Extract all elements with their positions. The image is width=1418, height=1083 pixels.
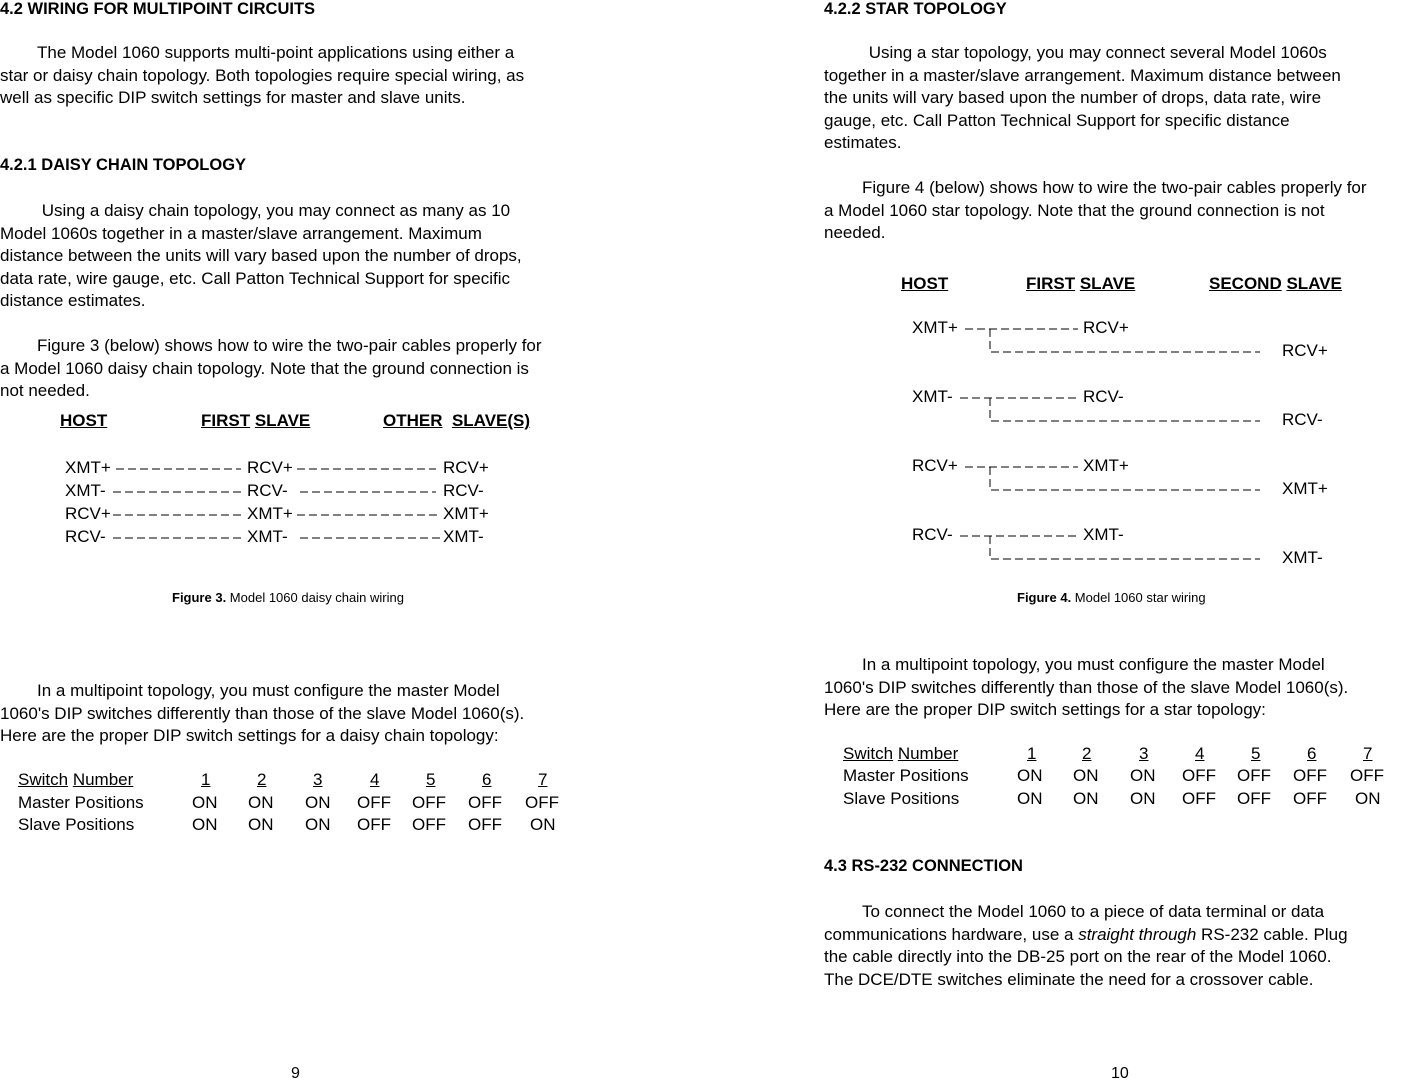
switch-number: 1 (201, 770, 211, 789)
switch-number: 3 (1139, 744, 1149, 763)
header-word: SLAVE (1286, 274, 1342, 293)
col-header-host: HOST (901, 274, 949, 293)
text-line: The Model 1060 supports multi-point applications using either a (37, 43, 515, 62)
caption-text: Model 1060 star wiring (1071, 590, 1206, 605)
text-line: gauge, etc. Call Patton Technical Support for specific distance (824, 110, 1290, 130)
header-word: Number (897, 744, 959, 763)
master-position: OFF (357, 793, 391, 812)
master-position: OFF (412, 793, 446, 812)
switch-number: 6 (482, 770, 492, 789)
text-line: estimates. (824, 133, 902, 152)
text-line: The DCE/DTE switches eliminate the need for a crossover cable. (824, 969, 1314, 989)
text-line: star or daisy chain topology. Both topologies require special wiring, as (0, 65, 525, 85)
text-line (824, 924, 1348, 947)
text-line: the units will vary based upon the number of drops, data rate, wire (824, 88, 1322, 107)
slave-row-label: Slave Positions (843, 789, 960, 808)
text-line: the cable directly into the DB-25 port on the rear of the Model 1060. (824, 947, 1332, 966)
first-slave-signal: RCV+ (1083, 318, 1129, 337)
caption-label: Figure 3. (172, 590, 227, 605)
switch-number: 1 (1027, 744, 1037, 763)
text-line: 1060's DIP switches differently than those of the slave Model 1060(s). (824, 677, 1349, 697)
slave-position: OFF (1293, 789, 1327, 808)
switch-number: 5 (426, 770, 436, 789)
slave-position: ON (1017, 789, 1043, 808)
table-header-label (843, 744, 958, 764)
star-config-paragraph (824, 654, 1348, 722)
text-line: data rate, wire gauge, etc. Call Patton Technical Support for specific (0, 268, 510, 288)
host-signal: XMT+ (65, 458, 111, 477)
master-position: ON (1017, 766, 1043, 785)
text-line: Here are the proper DIP switch settings for a star topology: (824, 700, 1266, 719)
text-line: Using a daisy chain topology, you may connect as many as 10 (37, 201, 511, 220)
slave-position: OFF (357, 815, 391, 834)
emphasis-text: straight through (1078, 924, 1197, 944)
switch-number: 7 (538, 770, 548, 789)
text-run: communications hardware, use a (824, 924, 1079, 944)
caption-text: Model 1060 daisy chain wiring (226, 590, 404, 605)
text-line: Using a star topology, you may connect several Model 1060s (864, 43, 1327, 62)
first-slave-signal: RCV+ (247, 458, 293, 477)
text-line: a Model 1060 daisy chain topology. Note that the ground connection is (0, 358, 529, 378)
text-line: To connect the Model 1060 to a piece of data terminal or data (862, 902, 1325, 921)
text-line: 1060's DIP switches differently than those of the slave Model 1060(s). (0, 703, 525, 723)
wire-branch (990, 536, 1260, 559)
page-number: 10 (1111, 1065, 1129, 1082)
second-slave-signal: XMT- (1282, 548, 1323, 567)
text-line: In a multipoint topology, you must configure the master Model (37, 681, 500, 700)
master-position: ON (305, 793, 331, 812)
slave-position: OFF (1182, 789, 1216, 808)
text-line: Figure 3 (below) shows how to wire the two-pair cables properly for (37, 336, 542, 355)
page-number: 9 (291, 1065, 300, 1082)
section-heading-4-3: 4.3 RS-232 CONNECTION (824, 857, 1023, 875)
master-position: OFF (468, 793, 502, 812)
header-word: FIRST (1026, 274, 1076, 293)
master-position: ON (1130, 766, 1156, 785)
host-signal: XMT+ (912, 318, 958, 337)
text-line: needed. (824, 223, 886, 242)
slave-position: ON (305, 815, 331, 834)
master-position: ON (1073, 766, 1099, 785)
host-signal: XMT- (65, 481, 106, 500)
host-signal: RCV- (65, 527, 106, 546)
text-line: together in a master/slave arrangement. Maximum distance between (824, 65, 1341, 85)
first-slave-signal: XMT+ (1083, 456, 1129, 475)
text-run: RS-232 cable. Plug (1196, 924, 1348, 944)
section-heading-4-2: 4.2 WIRING FOR MULTIPOINT CIRCUITS (0, 0, 316, 18)
master-position: OFF (1293, 766, 1327, 785)
switch-number: 2 (257, 770, 267, 789)
section-heading-4-2-1: 4.2.1 DAISY CHAIN TOPOLOGY (0, 156, 247, 174)
switch-number: 7 (1363, 744, 1373, 763)
text-line: a Model 1060 star topology. Note that the ground connection is not (824, 200, 1325, 220)
first-slave-signal: RCV- (247, 481, 288, 500)
second-slave-signal: RCV+ (1282, 341, 1328, 360)
slave-position: ON (1073, 789, 1099, 808)
other-slave-signal: XMT+ (443, 504, 489, 523)
slave-row-label: Slave Positions (18, 815, 135, 834)
master-position: OFF (1350, 766, 1384, 785)
text-line: well as specific DIP switch settings for master and slave units. (0, 88, 466, 107)
col-header-host: HOST (60, 411, 108, 430)
slave-position: OFF (412, 815, 446, 834)
slave-position: ON (192, 815, 218, 834)
header-word: SLAVE(S) (451, 411, 531, 430)
wire-branch (990, 398, 1260, 421)
slave-position: ON (530, 815, 556, 834)
switch-number: 3 (313, 770, 323, 789)
header-word: SLAVE (254, 411, 311, 430)
header-word: SLAVE (1079, 274, 1136, 293)
host-signal: RCV- (912, 525, 953, 544)
header-word: OTHER (383, 411, 443, 430)
text-line: In a multipoint topology, you must configure the master Model (862, 655, 1325, 674)
other-slave-signal: RCV+ (443, 458, 489, 477)
master-position: OFF (525, 793, 559, 812)
text-line: Here are the proper DIP switch settings for a daisy chain topology: (0, 726, 499, 745)
slave-position: ON (1355, 789, 1381, 808)
header-word: FIRST (201, 411, 251, 430)
host-signal: RCV+ (65, 504, 111, 523)
first-slave-signal: XMT+ (247, 504, 293, 523)
switch-number: 4 (370, 770, 380, 789)
switch-number: 2 (1082, 744, 1092, 763)
section-heading-4-2-2: 4.2.2 STAR TOPOLOGY (824, 0, 1007, 18)
daisy-config-paragraph (0, 680, 524, 748)
page-10 (820, 0, 1418, 1082)
rs232-paragraph (824, 901, 1348, 991)
table-header-label (18, 770, 133, 790)
figure3-caption (172, 590, 404, 605)
slave-position: ON (1130, 789, 1156, 808)
star-wires (820, 0, 1418, 600)
text-line: distance estimates. (0, 291, 146, 310)
other-slave-signal: RCV- (443, 481, 484, 500)
figure4-caption (1017, 590, 1206, 605)
switch-number: 4 (1195, 744, 1205, 763)
second-slave-signal: XMT+ (1282, 479, 1328, 498)
host-signal: XMT- (912, 387, 953, 406)
switch-number: 6 (1307, 744, 1317, 763)
text-line: not needed. (0, 381, 90, 400)
caption-label: Figure 4. (1017, 590, 1072, 605)
slave-position: OFF (1237, 789, 1271, 808)
master-position: ON (248, 793, 274, 812)
daisy-wires (0, 0, 600, 600)
host-signal: RCV+ (912, 456, 958, 475)
header-word: Number (72, 770, 134, 789)
master-row-label: Master Positions (18, 793, 144, 812)
master-row-label: Master Positions (843, 766, 969, 785)
master-position: OFF (1182, 766, 1216, 785)
second-slave-signal: RCV- (1282, 410, 1323, 429)
master-position: ON (192, 793, 218, 812)
page-9 (0, 0, 600, 1082)
other-slave-signal: XMT- (443, 527, 484, 546)
wire-branch (990, 329, 1260, 352)
first-slave-signal: XMT- (247, 527, 288, 546)
wire-branch (990, 467, 1260, 490)
text-line: Figure 4 (below) shows how to wire the two-pair cables properly for (862, 178, 1367, 197)
master-position: OFF (1237, 766, 1271, 785)
first-slave-signal: RCV- (1083, 387, 1124, 406)
header-word: Switch (843, 744, 894, 763)
switch-number: 5 (1251, 744, 1261, 763)
slave-position: OFF (468, 815, 502, 834)
header-word: Switch (18, 770, 69, 789)
slave-position: ON (248, 815, 274, 834)
header-word: SECOND (1209, 274, 1282, 293)
text-line: Model 1060s together in a master/slave arrangement. Maximum (0, 223, 482, 243)
first-slave-signal: XMT- (1083, 525, 1124, 544)
text-line: distance between the units will vary based upon the number of drops, (0, 246, 522, 265)
